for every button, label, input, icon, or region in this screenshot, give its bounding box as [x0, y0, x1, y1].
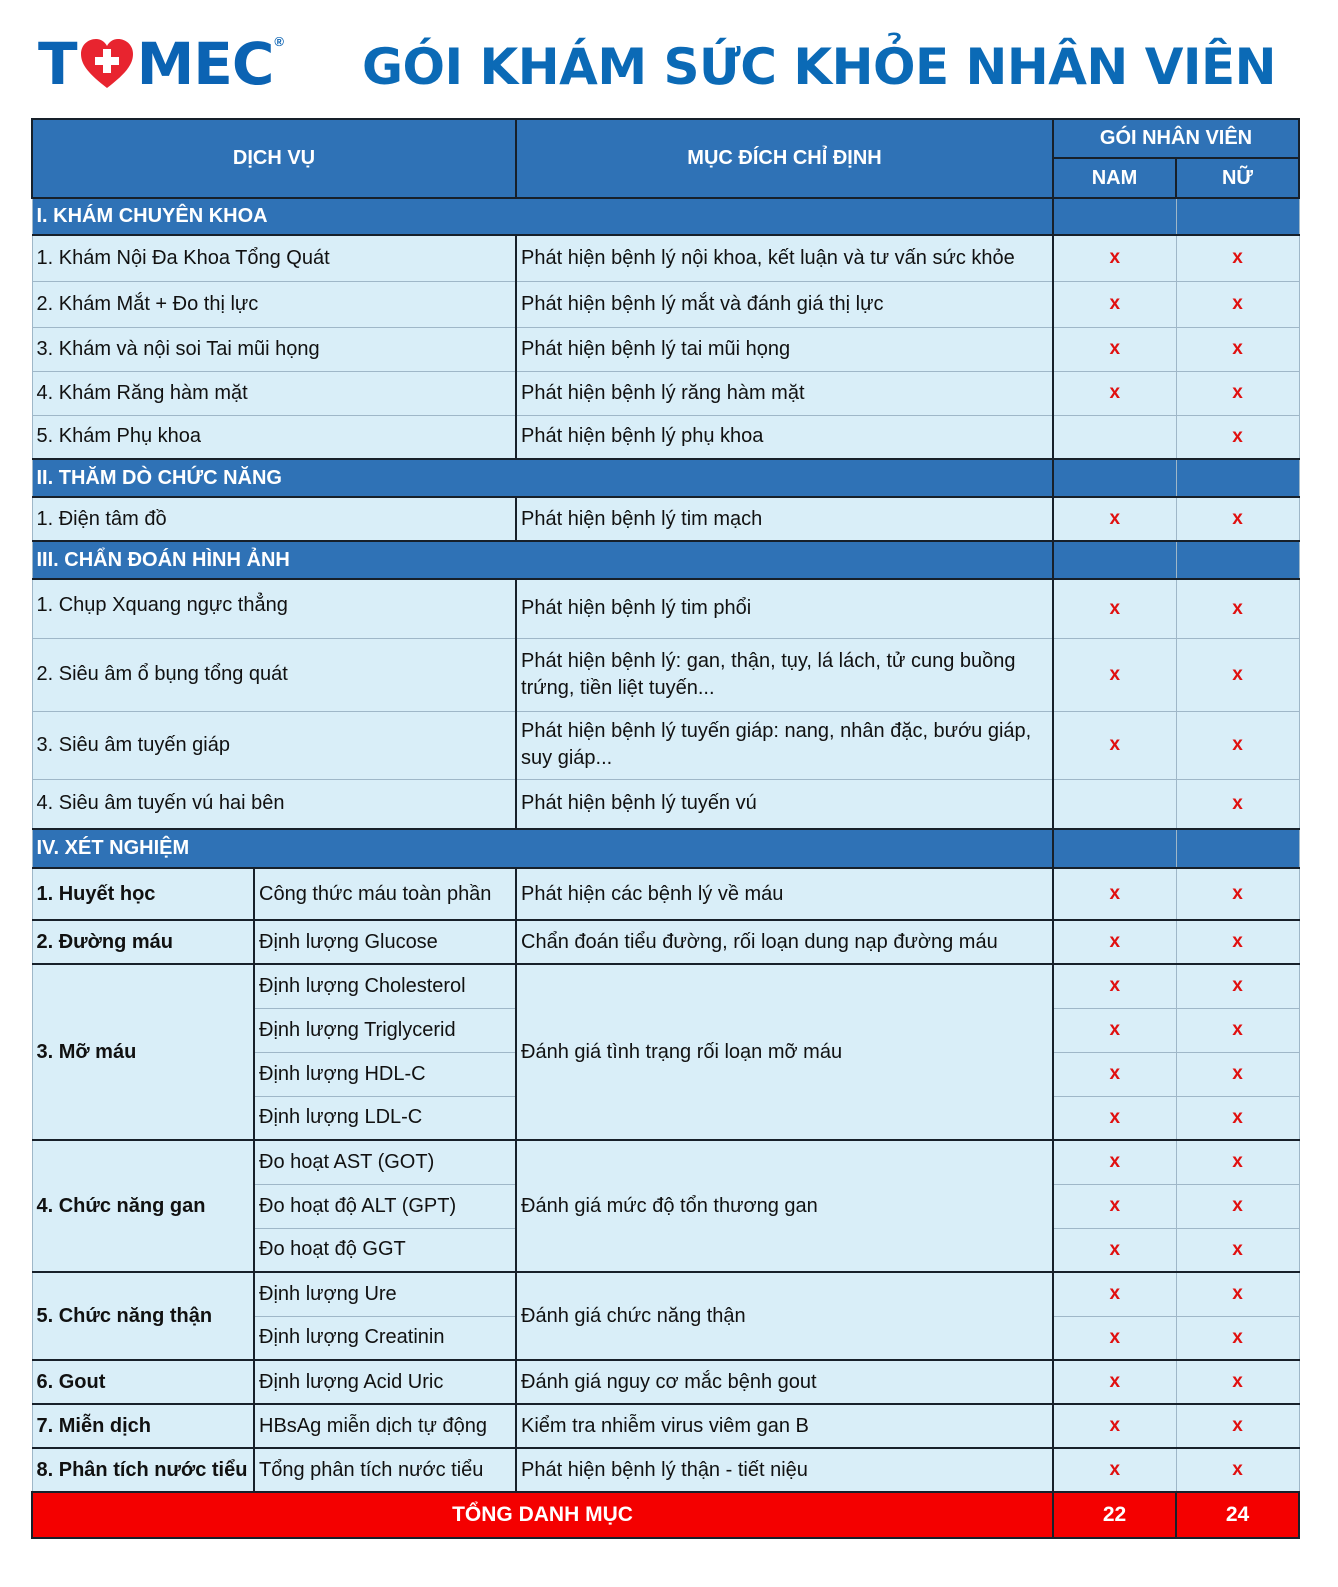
lab-group-name: 5. Chức năng thận: [32, 1272, 254, 1360]
lab-test-cell: Định lượng Glucose: [254, 920, 516, 964]
table-row: [32, 1404, 1299, 1448]
section-spacer: [1176, 541, 1299, 579]
lab-test-cell: Đo hoạt độ ALT (GPT): [254, 1184, 516, 1228]
section-spacer: [1053, 198, 1176, 235]
service-cell: 1. Khám Nội Đa Khoa Tổng Quát: [32, 235, 516, 281]
purpose-cell: Chẩn đoán tiểu đường, rối loạn dung nạp đường máu: [516, 920, 1053, 964]
male-mark: x: [1053, 1360, 1176, 1404]
table-row: [32, 779, 1299, 829]
female-mark: x: [1176, 1360, 1299, 1404]
lab-group-name: 3. Mỡ máu: [32, 964, 254, 1140]
purpose-cell: Phát hiện bệnh lý thận - tiết niệu: [516, 1448, 1053, 1492]
purpose-cell: Đánh giá mức độ tổn thương gan: [516, 1140, 1053, 1272]
purpose-cell: Phát hiện bệnh lý tim mạch: [516, 497, 1053, 541]
lab-test-cell: Công thức máu toàn phần: [254, 868, 516, 920]
lab-group-name: 2. Đường máu: [32, 920, 254, 964]
service-cell: 1. Chụp Xquang ngực thẳng: [32, 579, 516, 638]
female-mark: x: [1176, 579, 1299, 638]
male-mark: x: [1053, 964, 1176, 1008]
lab-test-cell: Định lượng Cholesterol: [254, 964, 516, 1008]
table-row: [32, 281, 1299, 327]
section-spacer: [1053, 541, 1176, 579]
male-mark: x: [1053, 1404, 1176, 1448]
male-mark: [1053, 415, 1176, 459]
male-mark: x: [1053, 327, 1176, 371]
section-row: [32, 541, 1299, 579]
lab-group-name: 6. Gout: [32, 1360, 254, 1404]
section-title: II. THĂM DÒ CHỨC NĂNG: [32, 459, 1053, 497]
service-cell: 3. Siêu âm tuyến giáp: [32, 711, 516, 779]
service-cell: 4. Siêu âm tuyến vú hai bên: [32, 779, 516, 829]
female-mark: x: [1176, 1052, 1299, 1096]
table-row: [32, 711, 1299, 779]
package-table: [31, 118, 1300, 1539]
table-row: [32, 1140, 1299, 1184]
table-row: [32, 920, 1299, 964]
column-header-package: GÓI NHÂN VIÊN: [1053, 119, 1299, 158]
lab-test-cell: Định lượng LDL-C: [254, 1096, 516, 1140]
table-row: [32, 371, 1299, 415]
male-mark: [1053, 779, 1176, 829]
male-mark: x: [1053, 1448, 1176, 1492]
male-mark: x: [1053, 371, 1176, 415]
section-spacer: [1176, 829, 1299, 868]
female-mark: x: [1176, 415, 1299, 459]
table-row: [32, 868, 1299, 920]
female-mark: x: [1176, 1272, 1299, 1316]
lab-test-cell: HBsAg miễn dịch tự động: [254, 1404, 516, 1448]
table-row: [32, 235, 1299, 281]
purpose-cell: Phát hiện bệnh lý răng hàm mặt: [516, 371, 1053, 415]
purpose-cell: Phát hiện các bệnh lý về máu: [516, 868, 1053, 920]
female-mark: x: [1176, 1228, 1299, 1272]
male-mark: x: [1053, 711, 1176, 779]
lab-test-cell: Đo hoạt AST (GOT): [254, 1140, 516, 1184]
section-row: [32, 829, 1299, 868]
column-header-service: DỊCH VỤ: [32, 119, 516, 198]
purpose-cell: Phát hiện bệnh lý tuyến vú: [516, 779, 1053, 829]
male-mark: x: [1053, 868, 1176, 920]
lab-test-cell: Định lượng Creatinin: [254, 1316, 516, 1360]
service-cell: 4. Khám Răng hàm mặt: [32, 371, 516, 415]
section-spacer: [1053, 829, 1176, 868]
female-mark: x: [1176, 1448, 1299, 1492]
male-mark: x: [1053, 1228, 1176, 1272]
female-mark: x: [1176, 1184, 1299, 1228]
purpose-cell: Phát hiện bệnh lý nội khoa, kết luận và tư vấn sức khỏe: [516, 235, 1053, 281]
tomec-logo: [38, 32, 290, 96]
section-title: I. KHÁM CHUYÊN KHOA: [32, 198, 1053, 235]
section-title: III. CHẨN ĐOÁN HÌNH ẢNH: [32, 541, 1053, 579]
service-cell: 2. Khám Mắt + Đo thị lực: [32, 281, 516, 327]
column-header-purpose: MỤC ĐÍCH CHỈ ĐỊNH: [516, 119, 1053, 198]
female-mark: x: [1176, 1008, 1299, 1052]
female-mark: x: [1176, 920, 1299, 964]
purpose-cell: Phát hiện bệnh lý mắt và đánh giá thị lực: [516, 281, 1053, 327]
female-mark: x: [1176, 1404, 1299, 1448]
female-mark: x: [1176, 327, 1299, 371]
lab-group-name: 1. Huyết học: [32, 868, 254, 920]
total-female: 24: [1176, 1492, 1299, 1538]
female-mark: x: [1176, 371, 1299, 415]
male-mark: x: [1053, 1052, 1176, 1096]
lab-test-cell: Định lượng Triglycerid: [254, 1008, 516, 1052]
lab-test-cell: Tổng phân tích nước tiểu: [254, 1448, 516, 1492]
male-mark: x: [1053, 1008, 1176, 1052]
table-row: [32, 1360, 1299, 1404]
lab-group-name: 7. Miễn dịch: [32, 1404, 254, 1448]
male-mark: x: [1053, 920, 1176, 964]
female-mark: x: [1176, 868, 1299, 920]
section-spacer: [1176, 198, 1299, 235]
service-cell: 2. Siêu âm ổ bụng tổng quát: [32, 638, 516, 711]
table-row: [32, 1272, 1299, 1316]
female-mark: x: [1176, 1140, 1299, 1184]
service-cell: 5. Khám Phụ khoa: [32, 415, 516, 459]
logo-text-right: MEC: [136, 30, 274, 98]
section-spacer: [1053, 459, 1176, 497]
heart-cross-icon: [79, 38, 135, 90]
male-mark: x: [1053, 1184, 1176, 1228]
purpose-cell: Đánh giá tình trạng rối loạn mỡ máu: [516, 964, 1053, 1140]
lab-group-name: 4. Chức năng gan: [32, 1140, 254, 1272]
female-mark: x: [1176, 1316, 1299, 1360]
table-row: [32, 638, 1299, 711]
logo-text-left: T: [38, 30, 77, 98]
purpose-cell: Đánh giá chức năng thận: [516, 1272, 1053, 1360]
lab-group-name: 8. Phân tích nước tiểu: [32, 1448, 254, 1492]
male-mark: x: [1053, 235, 1176, 281]
purpose-cell: Phát hiện bệnh lý tai mũi họng: [516, 327, 1053, 371]
lab-test-cell: Đo hoạt độ GGT: [254, 1228, 516, 1272]
purpose-cell: Phát hiện bệnh lý tuyến giáp: nang, nhân đặc, bướu giáp, suy giáp...: [516, 711, 1053, 779]
female-mark: x: [1176, 497, 1299, 541]
total-label: TỔNG DANH MỤC: [32, 1492, 1053, 1538]
male-mark: x: [1053, 1096, 1176, 1140]
female-mark: x: [1176, 779, 1299, 829]
section-spacer: [1176, 459, 1299, 497]
column-header-male: NAM: [1053, 158, 1176, 198]
purpose-cell: Đánh giá nguy cơ mắc bệnh gout: [516, 1360, 1053, 1404]
column-header-female: NỮ: [1176, 158, 1299, 198]
table-row: [32, 415, 1299, 459]
service-cell: 1. Điện tâm đồ: [32, 497, 516, 541]
purpose-cell: Phát hiện bệnh lý: gan, thận, tụy, lá lách, tử cung buồng trứng, tiền liệt tuyến...: [516, 638, 1053, 711]
male-mark: x: [1053, 579, 1176, 638]
service-cell: 3. Khám và nội soi Tai mũi họng: [32, 327, 516, 371]
female-mark: x: [1176, 711, 1299, 779]
table-row: [32, 1448, 1299, 1492]
lab-test-cell: Định lượng HDL-C: [254, 1052, 516, 1096]
table-body: [32, 198, 1299, 1538]
table-row: [32, 327, 1299, 371]
male-mark: x: [1053, 1140, 1176, 1184]
total-row: [32, 1492, 1299, 1538]
female-mark: x: [1176, 964, 1299, 1008]
table-row: [32, 497, 1299, 541]
purpose-cell: Phát hiện bệnh lý tim phổi: [516, 579, 1053, 638]
section-row: [32, 459, 1299, 497]
female-mark: x: [1176, 1096, 1299, 1140]
lab-test-cell: Định lượng Acid Uric: [254, 1360, 516, 1404]
page-title: GÓI KHÁM SỨC KHỎE NHÂN VIÊN: [362, 38, 1276, 96]
lab-test-cell: Định lượng Ure: [254, 1272, 516, 1316]
male-mark: x: [1053, 281, 1176, 327]
table-row: [32, 579, 1299, 638]
purpose-cell: Phát hiện bệnh lý phụ khoa: [516, 415, 1053, 459]
section-title: IV. XÉT NGHIỆM: [32, 829, 1053, 868]
male-mark: x: [1053, 638, 1176, 711]
section-row: [32, 198, 1299, 235]
table-row: [32, 964, 1299, 1008]
registered-mark: ®: [274, 34, 284, 49]
male-mark: x: [1053, 1272, 1176, 1316]
total-male: 22: [1053, 1492, 1176, 1538]
female-mark: x: [1176, 281, 1299, 327]
purpose-cell: Kiểm tra nhiễm virus viêm gan B: [516, 1404, 1053, 1448]
male-mark: x: [1053, 497, 1176, 541]
male-mark: x: [1053, 1316, 1176, 1360]
female-mark: x: [1176, 638, 1299, 711]
female-mark: x: [1176, 235, 1299, 281]
